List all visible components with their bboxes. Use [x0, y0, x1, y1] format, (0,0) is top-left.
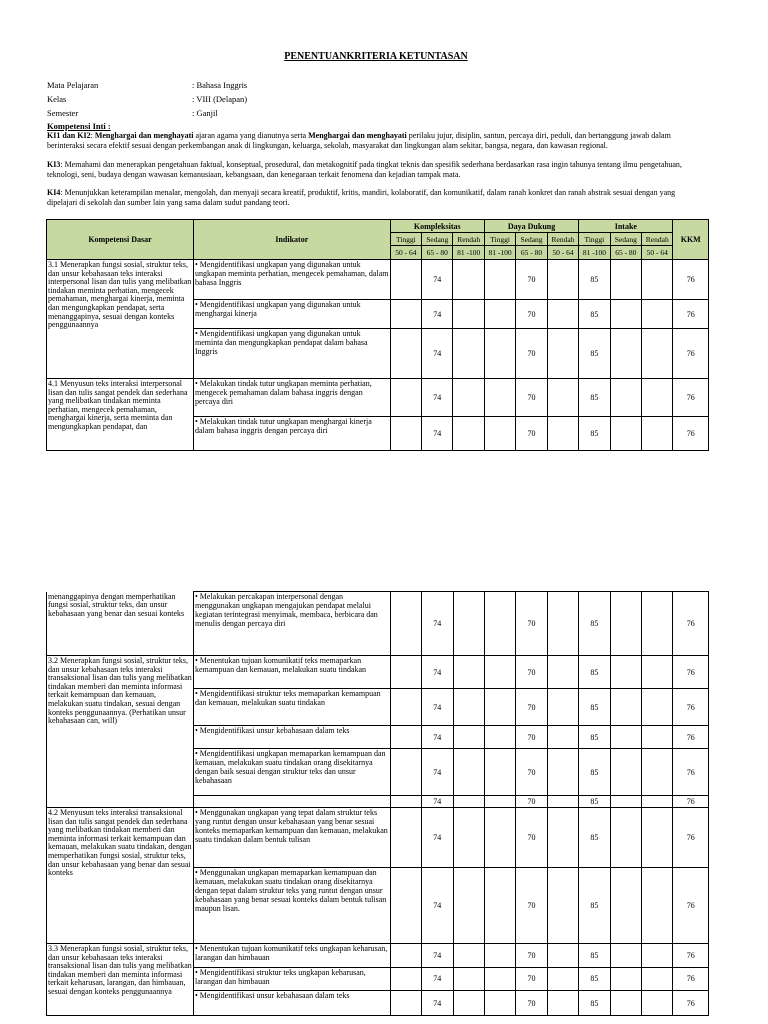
- range-header: 65 - 80: [422, 246, 453, 260]
- meta-label: Mata Pelajaran: [47, 80, 99, 90]
- value-cell: 74: [422, 689, 453, 726]
- value-cell: 70: [516, 991, 547, 1016]
- empty-cell: [547, 726, 578, 749]
- empty-cell: [390, 379, 421, 417]
- empty-cell: [390, 944, 421, 968]
- kkm-cell: 76: [673, 300, 709, 329]
- meta-value: : Ganjil: [192, 108, 218, 118]
- ki12-paragraph: [47, 131, 707, 160]
- table-row: [47, 944, 709, 968]
- empty-cell: [642, 300, 673, 329]
- value-cell: 85: [579, 868, 610, 944]
- empty-cell: [484, 808, 515, 868]
- value-cell: 74: [422, 796, 453, 808]
- subheader: Tinggi: [579, 233, 610, 246]
- empty-cell: [610, 967, 641, 991]
- empty-cell: [453, 808, 484, 868]
- empty-cell: [484, 260, 515, 300]
- empty-cell: [642, 592, 673, 656]
- value-cell: 85: [579, 416, 610, 450]
- empty-cell: [547, 329, 578, 379]
- empty-cell: [453, 300, 484, 329]
- value-cell: 85: [579, 329, 610, 379]
- value-cell: 74: [422, 260, 453, 300]
- ki4-text: : Menunjukkan keterampilan menalar, mengolah, dan menyaji secara kreatif, produktif, kritis, mandiri, kolaboratif, dan komunikatif, dalam ranah konkret dan ranah abstrak sesuai dengan yang dipelajari di sekolah dan sumber lain yang sama dalam sudut pandang teori.: [47, 188, 676, 207]
- value-cell: 74: [422, 868, 453, 944]
- value-cell: 74: [422, 944, 453, 968]
- kd-cell: [47, 944, 194, 1016]
- empty-cell: [642, 991, 673, 1016]
- value-cell: 85: [579, 991, 610, 1016]
- subheader: Tinggi: [484, 233, 515, 246]
- kkm-cell: 76: [673, 749, 709, 796]
- empty-cell: [484, 300, 515, 329]
- subheader: Rendah: [547, 233, 578, 246]
- empty-cell: [484, 379, 515, 417]
- empty-cell: [484, 944, 515, 968]
- empty-cell: [642, 868, 673, 944]
- empty-cell: [642, 796, 673, 808]
- empty-cell: [547, 749, 578, 796]
- ki12-bold: Menghargai dan menghayati: [94, 131, 194, 140]
- empty-cell: [453, 726, 484, 749]
- table-row: [47, 808, 709, 868]
- empty-cell: [453, 868, 484, 944]
- meta-label: Semester: [47, 108, 79, 118]
- indikator-cell: • Mengidentifikasi struktur teks memaparkan kemampuan dan kemauan, melakukan suatu tindakan: [193, 689, 390, 726]
- empty-cell: [610, 689, 641, 726]
- empty-cell: [484, 592, 515, 656]
- empty-cell: [547, 592, 578, 656]
- kkm-cell: 76: [673, 592, 709, 656]
- kkm-cell: 76: [673, 329, 709, 379]
- range-header: 65 - 80: [610, 246, 641, 260]
- empty-cell: [610, 416, 641, 450]
- value-cell: 74: [422, 416, 453, 450]
- value-cell: 70: [516, 967, 547, 991]
- empty-cell: [484, 749, 515, 796]
- empty-cell: [484, 868, 515, 944]
- page-title: PENENTUANKRITERIA KETUNTASAN: [284, 51, 468, 62]
- value-cell: 85: [579, 689, 610, 726]
- ki3-text: : Memahami dan menerapkan pengetahuan faktual, konseptual, prosedural, dan metakognitif pada tingkat teknis dan spesifik sederhana berdasarkan rasa ingin tahunya tentang ilmu pengetahuan, teknologi, seni, budaya dengan wawasan kemanusiaan, kebangsaan, dan kenegaraan terkait fenomena dan kejadian tampak mata.: [47, 160, 682, 179]
- value-cell: 74: [422, 592, 453, 656]
- empty-cell: [547, 967, 578, 991]
- empty-cell: [610, 868, 641, 944]
- ki3-paragraph: [47, 160, 707, 179]
- header-kompleksitas: Kompleksitas: [390, 220, 484, 233]
- indikator-cell: • Menggunakan ungkapan yang tepat dalam struktur teks yang runtut dengan unsur kebahasaan yang benar sesuai konteks memaparkan kemampuan dan kemauan, melakukan suatu tindakan dalam bentuk tulisan: [193, 808, 390, 868]
- empty-cell: [610, 796, 641, 808]
- indikator-cell: • Mengidentifikasi ungkapan yang digunakan untuk menghargai kinerja: [193, 300, 390, 329]
- header-indikator: Indikator: [193, 220, 390, 260]
- value-cell: 74: [422, 991, 453, 1016]
- kd-text: 4.1 Menyusun teks interaksi interpersonal lisan dan tulis sangat pendek dan sederhana yang melibatkan tindakan meminta perhatian, mengecek pemahaman, menghargai kinerja, serta meminta dan mengungkapkan pendapat, dan: [48, 380, 188, 431]
- ki12-text: :: [90, 131, 95, 140]
- indikator-cell: • Mengidentifikasi struktur teks ungkapan keharusan, larangan dan himbauan: [193, 967, 390, 991]
- table-row: [47, 379, 709, 417]
- empty-cell: [547, 416, 578, 450]
- empty-cell: [390, 726, 421, 749]
- empty-cell: [547, 300, 578, 329]
- empty-cell: [547, 868, 578, 944]
- header-kkm: KKM: [673, 220, 709, 260]
- empty-cell: [610, 991, 641, 1016]
- kkm-cell: 76: [673, 689, 709, 726]
- value-cell: 70: [516, 726, 547, 749]
- value-cell: 70: [516, 868, 547, 944]
- empty-cell: [390, 796, 421, 808]
- subheader: Tinggi: [390, 233, 421, 246]
- empty-cell: [642, 944, 673, 968]
- table-row: [47, 656, 709, 689]
- indikator-cell: • Menentukan tujuan komunikatif teks ungkapan keharusan, larangan dan himbauan: [193, 944, 390, 968]
- empty-cell: [547, 991, 578, 1016]
- ki4-paragraph: [47, 188, 707, 207]
- empty-cell: [610, 944, 641, 968]
- empty-cell: [453, 689, 484, 726]
- indikator-cell: • Mengidentifikasi unsur kebahasaan dalam teks: [193, 726, 390, 749]
- table-row: [47, 592, 709, 656]
- indikator-cell: • Mengidentifikasi unsur kebahasaan dalam teks: [193, 991, 390, 1016]
- empty-cell: [610, 379, 641, 417]
- empty-cell: [390, 260, 421, 300]
- indikator-cell: [193, 796, 390, 808]
- kkm-cell: 76: [673, 796, 709, 808]
- value-cell: 74: [422, 726, 453, 749]
- value-cell: 70: [516, 656, 547, 689]
- indikator-cell: • Menentukan tujuan komunikatif teks memaparkan kemampuan dan kemauan, melakukan suatu tindakan: [193, 656, 390, 689]
- range-header: 81 -100: [453, 246, 484, 260]
- header-kompetensi-dasar: Kompetensi Dasar: [47, 220, 194, 260]
- value-cell: 70: [516, 592, 547, 656]
- kkm-cell: 76: [673, 944, 709, 968]
- empty-cell: [390, 300, 421, 329]
- empty-cell: [390, 868, 421, 944]
- empty-cell: [453, 592, 484, 656]
- empty-cell: [390, 991, 421, 1016]
- header-daya-dukung: Daya Dukung: [484, 220, 578, 233]
- table-row: [47, 260, 709, 300]
- empty-cell: [642, 749, 673, 796]
- kd-cell: menanggapinya dengan memperhatikan fungsi sosial, struktur teks, dan unsur kebahasaan yang benar dan sesuai konteks: [47, 592, 194, 656]
- value-cell: 85: [579, 379, 610, 417]
- value-cell: 70: [516, 689, 547, 726]
- kkm-cell: 76: [673, 868, 709, 944]
- empty-cell: [390, 749, 421, 796]
- subheader: Sedang: [422, 233, 453, 246]
- kkm-cell: 76: [673, 416, 709, 450]
- empty-cell: [453, 749, 484, 796]
- empty-cell: [453, 379, 484, 417]
- empty-cell: [610, 260, 641, 300]
- value-cell: 70: [516, 329, 547, 379]
- kkm-cell: 76: [673, 656, 709, 689]
- empty-cell: [642, 689, 673, 726]
- empty-cell: [610, 300, 641, 329]
- empty-cell: [642, 329, 673, 379]
- kd-text: 3.3 Menerapkan fungsi sosial, struktur teks, dan unsur kebahasaan teks interaksi transaksional lisan dan tulis yang melibatkan tindakan memberi dan meminta informasi terkait keharusan, larangan, dan himbauan, sesuai dengan konteks penggunaannya: [48, 945, 192, 996]
- empty-cell: [547, 689, 578, 726]
- empty-cell: [453, 656, 484, 689]
- meta-value: : VIII (Delapan): [192, 94, 248, 104]
- empty-cell: [484, 967, 515, 991]
- empty-cell: [453, 967, 484, 991]
- value-cell: 85: [579, 656, 610, 689]
- indikator-cell: • Mengidentifikasi ungkapan memaparkan kemampuan dan kemauan, melakukan suatu tindakan orang disekitarnya dengan baik sesuai dengan struktur teks dan unsur kebahasaan: [193, 749, 390, 796]
- indikator-cell: • Melakukan tindak tutur ungkapan meminta perhatian, mengecek pemahaman dalam bahasa inggris dengan percaya diri: [193, 379, 390, 417]
- range-header: 50 - 64: [390, 246, 421, 260]
- ki12-text: ajaran agama yang dianutnya serta: [193, 131, 309, 140]
- meta-value: : Bahasa Inggris: [192, 80, 248, 90]
- empty-cell: [390, 329, 421, 379]
- kkm-table-part2: [46, 591, 709, 1016]
- kd-cell: [47, 379, 194, 451]
- empty-cell: [390, 656, 421, 689]
- header-intake: Intake: [579, 220, 673, 233]
- empty-cell: [610, 749, 641, 796]
- kkm-cell: 76: [673, 260, 709, 300]
- indikator-cell: • Melakukan percakapan interpersonal dengan menggunakan ungkapan mengajukan pendapat melalui kegiatan terintegrasi menyimak, membaca, berbicara dan menulis dengan percaya diri: [193, 592, 390, 656]
- empty-cell: [642, 726, 673, 749]
- indikator-cell: • Mengidentifikasi ungkapan yang digunakan untuk ungkapan meminta perhatian, mengecek pemahaman, dalam bahasa Inggris: [193, 260, 390, 300]
- value-cell: 85: [579, 592, 610, 656]
- empty-cell: [642, 656, 673, 689]
- empty-cell: [390, 808, 421, 868]
- empty-cell: [610, 726, 641, 749]
- empty-cell: [547, 944, 578, 968]
- kkm-cell: 76: [673, 379, 709, 417]
- empty-cell: [610, 808, 641, 868]
- subheader: Rendah: [642, 233, 673, 246]
- value-cell: 70: [516, 379, 547, 417]
- value-cell: 85: [579, 967, 610, 991]
- range-header: 65 - 80: [516, 246, 547, 260]
- value-cell: 70: [516, 749, 547, 796]
- meta-class: [47, 94, 247, 104]
- empty-cell: [453, 991, 484, 1016]
- empty-cell: [453, 416, 484, 450]
- value-cell: 85: [579, 300, 610, 329]
- empty-cell: [484, 991, 515, 1016]
- meta-label: Kelas: [47, 94, 67, 104]
- value-cell: 85: [579, 944, 610, 968]
- range-header: 50 - 64: [642, 246, 673, 260]
- value-cell: 85: [579, 796, 610, 808]
- empty-cell: [390, 416, 421, 450]
- ki3-label: KI3: [47, 160, 61, 169]
- value-cell: 85: [579, 260, 610, 300]
- value-cell: 74: [422, 656, 453, 689]
- kkm-cell: 76: [673, 726, 709, 749]
- subheader: Rendah: [453, 233, 484, 246]
- empty-cell: [610, 329, 641, 379]
- empty-cell: [642, 416, 673, 450]
- kkm-cell: 76: [673, 967, 709, 991]
- empty-cell: [642, 379, 673, 417]
- empty-cell: [390, 967, 421, 991]
- empty-cell: [484, 329, 515, 379]
- ki4-label: KI4: [47, 188, 61, 197]
- ki-heading: Kompetensi Inti :: [47, 121, 111, 131]
- empty-cell: [642, 967, 673, 991]
- indikator-cell: • Menggunakan ungkapan memaparkan kemampuan dan kemauan, melakukan suatu tindakan orang disekitarnya dengan tepat dalam struktur teks yang runtut dengan unsur kebahasaan yang benar sesuai konteks dalam bentuk tulisan maupun lisan.: [193, 868, 390, 944]
- empty-cell: [453, 329, 484, 379]
- indikator-cell: • Mengidentifikasi ungkapan yang digunakan untuk meminta dan mengungkapkan pendapat dalam bahasa Inggris: [193, 329, 390, 379]
- meta-semester: [47, 108, 218, 118]
- value-cell: 70: [516, 944, 547, 968]
- value-cell: 85: [579, 749, 610, 796]
- kkm-cell: 76: [673, 991, 709, 1016]
- empty-cell: [547, 260, 578, 300]
- empty-cell: [547, 656, 578, 689]
- value-cell: 70: [516, 808, 547, 868]
- empty-cell: [547, 796, 578, 808]
- value-cell: 85: [579, 808, 610, 868]
- value-cell: 70: [516, 300, 547, 329]
- kd-cell: 4.2 Menyusun teks interaksi transaksional lisan dan tulis sangat pendek dan sederhana yang melibatkan tindakan memberi dan meminta informasi terkait kemampuan dan kemauan, melakukan suatu tindakan, dengan memperhatikan fungsi sosial, struktur teks, dan unsur kebahasaan yang benar dan sesuai konteks: [47, 808, 194, 944]
- value-cell: 74: [422, 808, 453, 868]
- value-cell: 74: [422, 300, 453, 329]
- empty-cell: [610, 656, 641, 689]
- value-cell: 74: [422, 379, 453, 417]
- empty-cell: [484, 689, 515, 726]
- kkm-table-part1: [46, 219, 709, 451]
- range-header: 81 -100: [579, 246, 610, 260]
- empty-cell: [453, 796, 484, 808]
- empty-cell: [642, 808, 673, 868]
- empty-cell: [484, 416, 515, 450]
- subheader: Sedang: [610, 233, 641, 246]
- value-cell: 74: [422, 329, 453, 379]
- empty-cell: [642, 260, 673, 300]
- empty-cell: [484, 726, 515, 749]
- ki12-bold: Menghargai dan menghayati: [308, 131, 407, 140]
- meta-subject: [47, 80, 247, 90]
- value-cell: 85: [579, 726, 610, 749]
- value-cell: 74: [422, 749, 453, 796]
- value-cell: 74: [422, 967, 453, 991]
- empty-cell: [484, 796, 515, 808]
- kd-cell: 3.1 Menerapkan fungsi sosial, struktur teks, dan unsur kebahasaan teks interaksi interpersonal lisan dan tulis yang melibatkan tindakan meminta perhatian, mengecek pemahaman, menghargai kinerja, meminta dan mengungkapkan pendapat, serta menanggapinya, sesuai dengan konteks penggunaannya: [47, 260, 194, 379]
- empty-cell: [484, 656, 515, 689]
- ki12-label: KI1 dan KI2: [47, 131, 91, 140]
- ki12-text: perilaku jujur, disiplin, santun, percaya diri, peduli, dan bertanggung jawab dalam berinteraksi secara efektif sesuai dengan perkembangan anak di lingkungan, keluarga, sekolah, masyarakat dan lingkungan alam sekitar, bangsa, negara, dan kawasan regional.: [47, 131, 671, 150]
- value-cell: 70: [516, 260, 547, 300]
- empty-cell: [610, 592, 641, 656]
- range-header: 50 - 64: [547, 246, 578, 260]
- empty-cell: [453, 944, 484, 968]
- kkm-cell: 76: [673, 808, 709, 868]
- empty-cell: [453, 260, 484, 300]
- empty-cell: [390, 592, 421, 656]
- empty-cell: [547, 379, 578, 417]
- kd-cell: 3.2 Menerapkan fungsi sosial, struktur teks, dan unsur kebahasaan teks interaksi transaksional lisan dan tulis yang melibatkan tindakan memberi dan meminta informasi terkait kemampuan dan kemauan, melakukan suatu tindakan, sesuai dengan konteks penggunaannya. (Perhatikan unsur kebahasaan can, will): [47, 656, 194, 808]
- empty-cell: [547, 808, 578, 868]
- value-cell: 70: [516, 416, 547, 450]
- empty-cell: [390, 689, 421, 726]
- subheader: Sedang: [516, 233, 547, 246]
- range-header: 81 -100: [484, 246, 515, 260]
- indikator-cell: • Melakukan tindak tutur ungkapan menghargai kinerja dalam bahasa inggris dengan percaya diri: [193, 416, 390, 450]
- value-cell: 70: [516, 796, 547, 808]
